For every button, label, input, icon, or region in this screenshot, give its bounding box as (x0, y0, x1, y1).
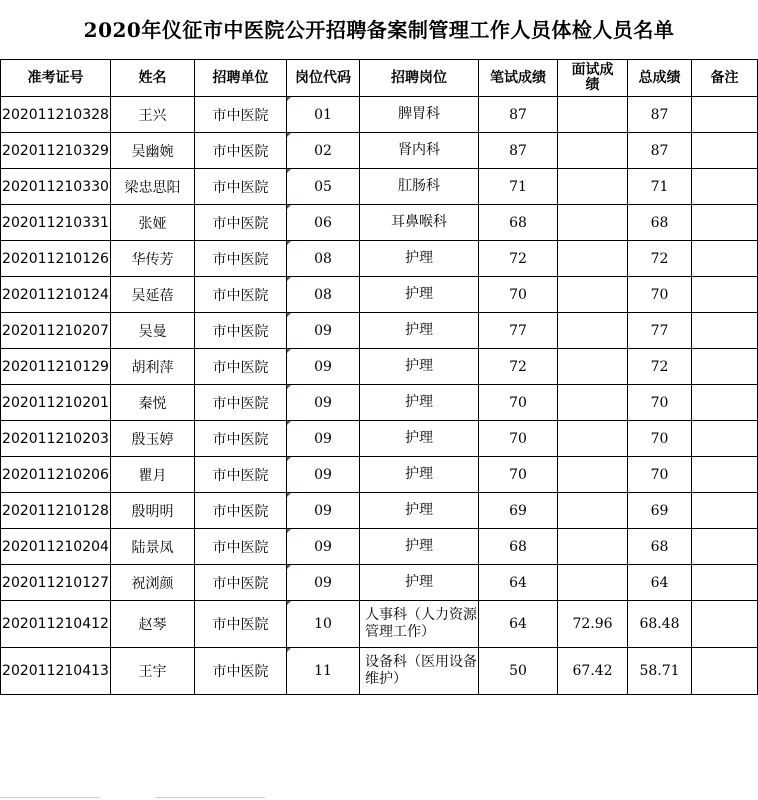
header-ticket-number: 准考证号 (1, 60, 111, 97)
cell-post-code: 11 (287, 648, 360, 695)
cell-post-code: 05 (287, 169, 360, 205)
cell-post: 护理 (360, 565, 479, 601)
cell-interview-score (558, 529, 628, 565)
cell-name: 殷玉婷 (111, 421, 195, 457)
cell-post-code: 09 (287, 457, 360, 493)
cell-total-score: 64 (628, 565, 692, 601)
cell-ticket-number: 202011210413 (1, 648, 111, 695)
cell-note (692, 565, 758, 601)
cell-post: 肛肠科 (360, 169, 479, 205)
cell-total-score: 70 (628, 421, 692, 457)
cell-post-code: 09 (287, 493, 360, 529)
table-row (1, 385, 758, 421)
cell-written-score: 50 (479, 648, 558, 695)
cell-ticket-number: 202011210201 (1, 385, 111, 421)
cell-interview-score (558, 97, 628, 133)
cell-total-score: 71 (628, 169, 692, 205)
header-unit: 招聘单位 (195, 60, 287, 97)
cell-interview-score (558, 349, 628, 385)
cell-note (692, 313, 758, 349)
cell-note (692, 169, 758, 205)
cell-total-score: 68 (628, 205, 692, 241)
cell-interview-score (558, 241, 628, 277)
cell-name: 王兴 (111, 97, 195, 133)
cell-written-score: 72 (479, 349, 558, 385)
table-row (1, 648, 758, 695)
cell-total-score: 70 (628, 277, 692, 313)
cell-note (692, 648, 758, 695)
cell-post-code: 09 (287, 349, 360, 385)
cell-post: 护理 (360, 493, 479, 529)
table-row (1, 457, 758, 493)
cell-total-score: 70 (628, 457, 692, 493)
cell-ticket-number: 202011210328 (1, 97, 111, 133)
cell-interview-score (558, 421, 628, 457)
cell-unit: 市中医院 (195, 529, 287, 565)
cell-note (692, 277, 758, 313)
table-row (1, 313, 758, 349)
cell-unit: 市中医院 (195, 313, 287, 349)
cell-note (692, 457, 758, 493)
cell-post-code: 01 (287, 97, 360, 133)
cell-ticket-number: 202011210329 (1, 133, 111, 169)
table-row (1, 493, 758, 529)
cell-post-code: 10 (287, 601, 360, 648)
cell-post: 人事科（人力资源管理工作） (360, 601, 479, 648)
cell-note (692, 205, 758, 241)
cell-note (692, 133, 758, 169)
cell-post-code: 09 (287, 421, 360, 457)
header-name: 姓名 (111, 60, 195, 97)
cell-interview-score (558, 385, 628, 421)
cell-post: 肾内科 (360, 133, 479, 169)
table-row (1, 205, 758, 241)
cell-post: 护理 (360, 241, 479, 277)
cell-post-code: 06 (287, 205, 360, 241)
cell-ticket-number: 202011210206 (1, 457, 111, 493)
cell-written-score: 70 (479, 277, 558, 313)
cell-name: 瞿月 (111, 457, 195, 493)
cell-post-code: 02 (287, 133, 360, 169)
cell-name: 胡利萍 (111, 349, 195, 385)
cell-unit: 市中医院 (195, 241, 287, 277)
cell-note (692, 493, 758, 529)
cell-written-score: 64 (479, 565, 558, 601)
cell-post-code: 08 (287, 241, 360, 277)
cell-post: 护理 (360, 457, 479, 493)
cell-interview-score (558, 133, 628, 169)
cell-post: 护理 (360, 313, 479, 349)
table-row (1, 277, 758, 313)
cell-written-score: 87 (479, 133, 558, 169)
cell-name: 王宇 (111, 648, 195, 695)
header-written-score: 笔试成绩 (479, 60, 558, 97)
cell-written-score: 70 (479, 421, 558, 457)
cell-ticket-number: 202011210331 (1, 205, 111, 241)
cell-post-code: 09 (287, 565, 360, 601)
cell-ticket-number: 202011210330 (1, 169, 111, 205)
cell-post: 护理 (360, 421, 479, 457)
table-row (1, 169, 758, 205)
cell-written-score: 68 (479, 529, 558, 565)
cell-note (692, 601, 758, 648)
cell-unit: 市中医院 (195, 421, 287, 457)
cell-unit: 市中医院 (195, 648, 287, 695)
cell-ticket-number: 202011210127 (1, 565, 111, 601)
cell-note (692, 97, 758, 133)
cell-unit: 市中医院 (195, 97, 287, 133)
cell-note (692, 421, 758, 457)
cell-name: 梁忠思阳 (111, 169, 195, 205)
cell-written-score: 77 (479, 313, 558, 349)
table-row (1, 349, 758, 385)
table-header-row (1, 60, 758, 97)
cell-post-code: 09 (287, 385, 360, 421)
cell-unit: 市中医院 (195, 457, 287, 493)
cell-ticket-number: 202011210412 (1, 601, 111, 648)
cell-interview-score (558, 169, 628, 205)
cell-note (692, 349, 758, 385)
cell-post-code: 09 (287, 529, 360, 565)
cell-interview-score (558, 205, 628, 241)
cell-written-score: 69 (479, 493, 558, 529)
cell-note (692, 529, 758, 565)
cell-total-score: 72 (628, 349, 692, 385)
cell-post: 脾胃科 (360, 97, 479, 133)
cell-name: 张娅 (111, 205, 195, 241)
table-row (1, 133, 758, 169)
header-note: 备注 (692, 60, 758, 97)
cell-unit: 市中医院 (195, 385, 287, 421)
header-post: 招聘岗位 (360, 60, 479, 97)
header-interview-score: 面试成绩 (558, 60, 628, 97)
cell-ticket-number: 202011210128 (1, 493, 111, 529)
cell-post: 耳鼻喉科 (360, 205, 479, 241)
cell-total-score: 68.48 (628, 601, 692, 648)
cell-name: 吴幽婉 (111, 133, 195, 169)
cell-name: 吴曼 (111, 313, 195, 349)
cell-interview-score (558, 313, 628, 349)
cell-written-score: 64 (479, 601, 558, 648)
cell-total-score: 68 (628, 529, 692, 565)
cell-total-score: 87 (628, 133, 692, 169)
cell-written-score: 70 (479, 385, 558, 421)
cell-written-score: 72 (479, 241, 558, 277)
cell-ticket-number: 202011210203 (1, 421, 111, 457)
cell-name: 祝浏颜 (111, 565, 195, 601)
cell-name: 殷明明 (111, 493, 195, 529)
header-post-code: 岗位代码 (287, 60, 360, 97)
cell-written-score: 70 (479, 457, 558, 493)
table-row (1, 241, 758, 277)
cell-interview-score (558, 565, 628, 601)
cell-unit: 市中医院 (195, 169, 287, 205)
cell-interview-score: 72.96 (558, 601, 628, 648)
table-body (1, 97, 758, 695)
cell-written-score: 71 (479, 169, 558, 205)
cell-unit: 市中医院 (195, 601, 287, 648)
cell-post-code: 09 (287, 313, 360, 349)
sheet-tab-divider (155, 797, 265, 798)
cell-post: 护理 (360, 385, 479, 421)
cell-note (692, 385, 758, 421)
table-row (1, 97, 758, 133)
cell-unit: 市中医院 (195, 349, 287, 385)
cell-ticket-number: 202011210129 (1, 349, 111, 385)
cell-name: 陆景凤 (111, 529, 195, 565)
cell-total-score: 87 (628, 97, 692, 133)
cell-interview-score: 67.42 (558, 648, 628, 695)
cell-ticket-number: 202011210204 (1, 529, 111, 565)
cell-unit: 市中医院 (195, 277, 287, 313)
cell-name: 华传芳 (111, 241, 195, 277)
cell-interview-score (558, 277, 628, 313)
cell-name: 吴延蓓 (111, 277, 195, 313)
cell-total-score: 69 (628, 493, 692, 529)
cell-interview-score (558, 457, 628, 493)
cell-post-code: 08 (287, 277, 360, 313)
cell-total-score: 70 (628, 385, 692, 421)
cell-unit: 市中医院 (195, 133, 287, 169)
cell-post: 护理 (360, 529, 479, 565)
table-row (1, 421, 758, 457)
table-row (1, 529, 758, 565)
cell-post: 护理 (360, 349, 479, 385)
cell-unit: 市中医院 (195, 493, 287, 529)
cell-name: 秦悦 (111, 385, 195, 421)
cell-post: 护理 (360, 277, 479, 313)
cell-written-score: 68 (479, 205, 558, 241)
cell-total-score: 58.71 (628, 648, 692, 695)
cell-unit: 市中医院 (195, 565, 287, 601)
cell-post: 设备科（医用设备维护） (360, 648, 479, 695)
cell-ticket-number: 202011210124 (1, 277, 111, 313)
cell-ticket-number: 202011210207 (1, 313, 111, 349)
cell-ticket-number: 202011210126 (1, 241, 111, 277)
exam-roster-table (0, 59, 758, 695)
cell-total-score: 77 (628, 313, 692, 349)
cell-total-score: 72 (628, 241, 692, 277)
table-row (1, 565, 758, 601)
cell-unit: 市中医院 (195, 205, 287, 241)
header-total-score: 总成绩 (628, 60, 692, 97)
document-title: 2020年仪征市中医院公开招聘备案制管理工作人员体检人员名单 (83, 18, 675, 42)
cell-note (692, 241, 758, 277)
table-row (1, 601, 758, 648)
cell-written-score: 87 (479, 97, 558, 133)
cell-name: 赵琴 (111, 601, 195, 648)
cell-interview-score (558, 493, 628, 529)
sheet-tab-divider (0, 797, 100, 798)
